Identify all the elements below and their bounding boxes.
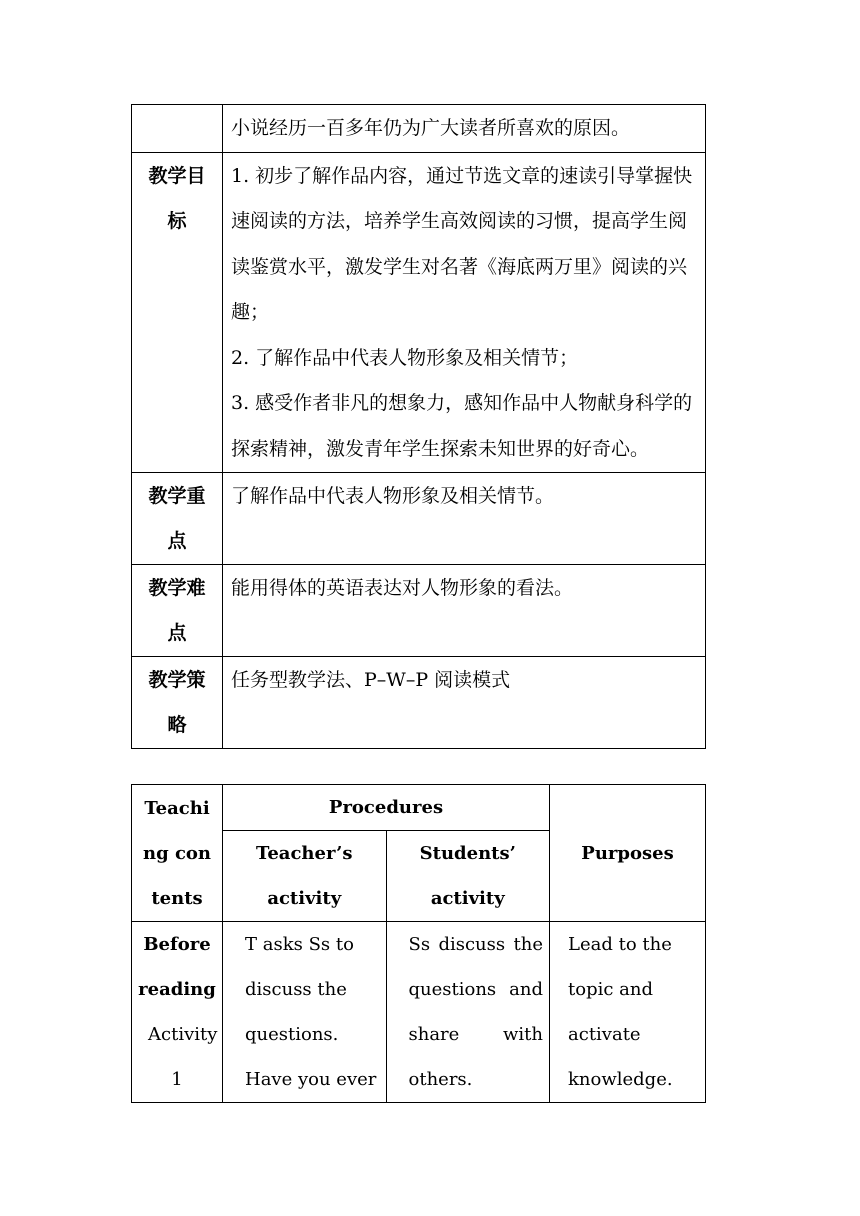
goal-item-2: 2. 了解作品中代表人物形象及相关情节；: [231, 346, 579, 369]
table-row-key-points: [132, 473, 706, 565]
stage-label: Before reading: [138, 934, 216, 1000]
students-activity-header: Students’ activity: [386, 831, 550, 922]
goals-content: [223, 152, 706, 473]
table-row: [132, 105, 706, 153]
teaching-contents-header: [132, 785, 223, 922]
purpose-line: knowledge.: [568, 1069, 673, 1090]
students-line: share with: [408, 1024, 543, 1045]
purpose-line: topic and: [568, 979, 653, 1000]
teacher-activity-cell: [223, 922, 387, 1103]
table-row-before-reading: [132, 922, 706, 1103]
strategy-label: 教学策略: [132, 657, 223, 749]
students-line: Ss discuss the: [408, 934, 543, 955]
students-line: others.: [408, 1069, 473, 1090]
purposes-header: Purposes: [550, 785, 706, 922]
strategy-content: 任务型教学法、P–W–P 阅读模式: [223, 657, 706, 749]
goal-item-1: 1. 初步了解作品内容，通过节选文章的速读引导掌握快速阅读的方法，培养学生高效阅读的习惯，提高学生阅读鉴赏水平，激发学生对名著《海底两万里》阅读的兴趣；: [231, 164, 693, 323]
purposes-cell: [550, 922, 706, 1103]
teacher-activity-header: Teacher’s activity: [223, 831, 387, 922]
table-row-difficulty: [132, 565, 706, 657]
goals-label: 教学目标: [132, 152, 223, 473]
teacher-line: Have you ever: [245, 1069, 377, 1090]
teacher-line: T asks Ss to: [245, 934, 354, 955]
students-activity-cell: [386, 922, 550, 1103]
teacher-line: discuss the: [245, 979, 347, 1000]
key-points-label: 教学重点: [132, 473, 223, 565]
lesson-plan-table: [131, 104, 706, 749]
key-points-content: 了解作品中代表人物形象及相关情节。: [223, 473, 706, 565]
stage-cell: [132, 922, 223, 1103]
purpose-line: activate: [568, 1024, 641, 1045]
procedures-header: Procedures: [223, 785, 550, 831]
header-row: [132, 785, 706, 831]
row-label: [132, 105, 223, 153]
goal-item-3: 3. 感受作者非凡的想象力，感知作品中人物献身科学的探索精神，激发青年学生探索未知世界的好奇心。: [231, 392, 693, 460]
row-content: 小说经历一百多年仍为广大读者所喜欢的原因。: [223, 105, 706, 153]
teaching-contents-text: Teaching contents: [143, 798, 211, 909]
table-row-goals: [132, 152, 706, 473]
teacher-line: questions.: [245, 1024, 339, 1045]
table-row-strategy: [132, 657, 706, 749]
procedures-table: [131, 784, 706, 1103]
activity-label: Activity 1: [148, 1024, 218, 1090]
difficulty-label: 教学难点: [132, 565, 223, 657]
students-line: questions and: [408, 979, 543, 1000]
purpose-line: Lead to the: [568, 934, 672, 955]
difficulty-content: 能用得体的英语表达对人物形象的看法。: [223, 565, 706, 657]
